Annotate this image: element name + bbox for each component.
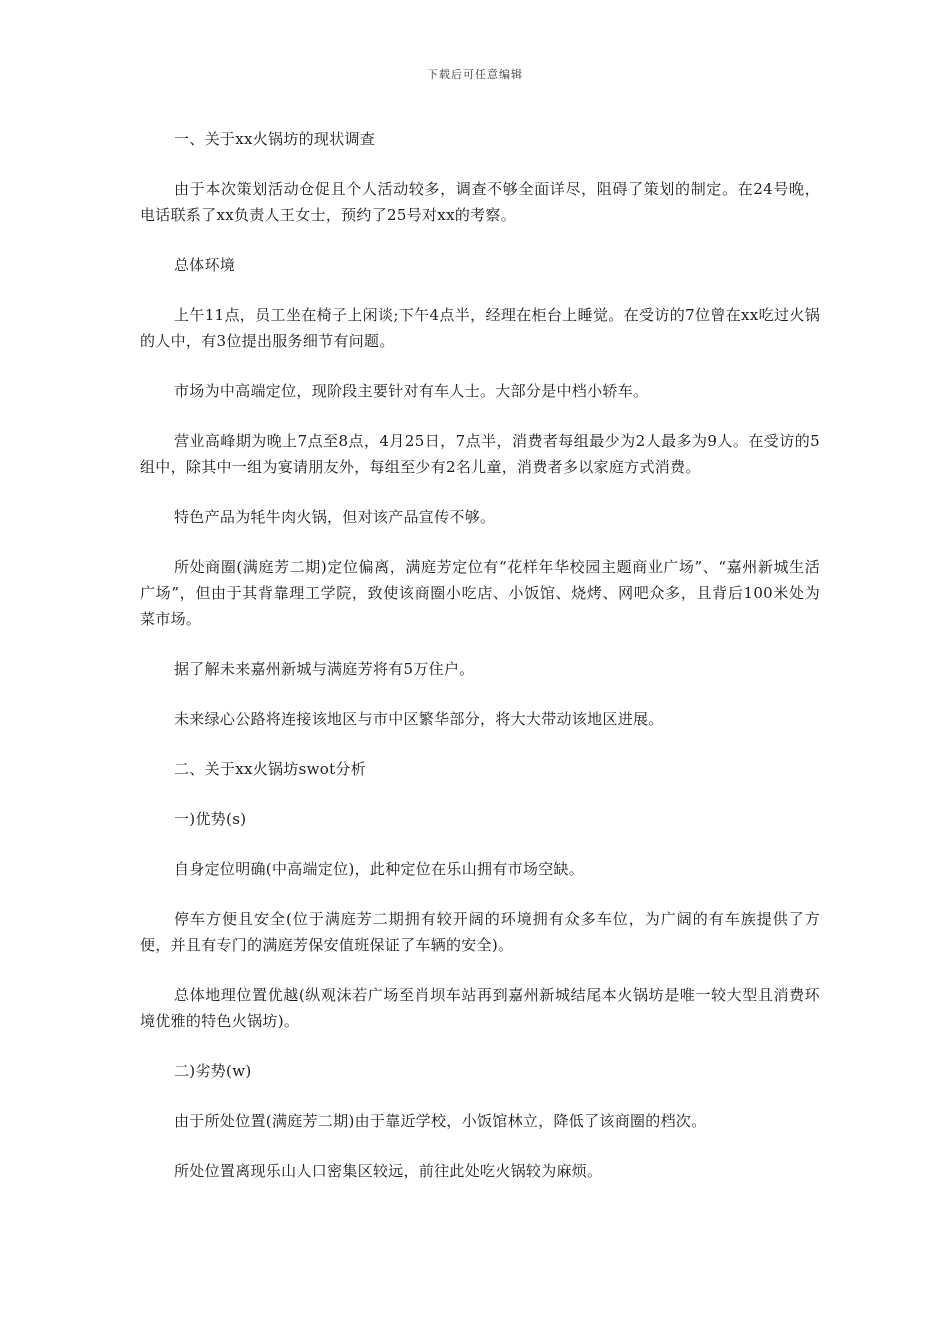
paragraph: 由于所处位置(满庭芳二期)由于靠近学校，小饭馆林立，降低了该商圈的档次。 (174, 1112, 707, 1130)
paragraph: 特色产品为牦牛肉火锅，但对该产品宣传不够。 (174, 508, 496, 526)
paragraph: 停车方便且安全(位于满庭芳二期拥有较开阔的环境拥有众多车位，为广阔的有车族提供了方便，并且有专门的满庭芳保安值班保证了车辆的安全)。 (140, 910, 820, 954)
paragraph: 自身定位明确(中高端定位)，此种定位在乐山拥有市场空缺。 (174, 860, 585, 878)
header-note: 下载后可任意编辑 (427, 68, 523, 81)
paragraph: 总体地理位置优越(纵观沫若广场至肖坝车站再到嘉州新城结尾本火锅坊是唯一较大型且消费环境优雅的特色火锅坊)。 (140, 986, 820, 1030)
paragraph: 市场为中高端定位，现阶段主要针对有车人士。大部分是中档小轿车。 (174, 382, 649, 400)
paragraph: 所处商圈(满庭芳二期)定位偏离，满庭芳定位有“花样年华校园主题商业广场”、“嘉州新城生活广场”，但由于其背靠理工学院，致使该商圈小吃店、小饭馆、烧烤、网吧众多，且背后100米处为菜市场。 (140, 558, 820, 628)
paragraph: 据了解未来嘉州新城与满庭芳将有5万住户。 (174, 660, 475, 678)
subheading-weaknesses: 二)劣势(w) (174, 1062, 252, 1080)
paragraph: 所处位置离现乐山人口密集区较远，前往此处吃火锅较为麻烦。 (174, 1162, 603, 1180)
section-heading-2: 二、关于xx火锅坊swot分析 (174, 760, 367, 778)
section-heading-1: 一、关于xx火锅坊的现状调查 (174, 130, 376, 148)
paragraph: 未来绿心公路将连接该地区与市中区繁华部分，将大大带动该地区进展。 (174, 710, 664, 728)
subheading: 总体环境 (174, 256, 236, 274)
subheading-strengths: 一)优势(s) (174, 810, 247, 828)
paragraph: 上午11点，员工坐在椅子上闲谈;下午4点半，经理在柜台上睡觉。在受访的7位曾在xx吃过火锅的人中，有3位提出服务细节有问题。 (140, 306, 820, 350)
paragraph: 营业高峰期为晚上7点至8点，4月25日，7点半，消费者每组最少为2人最多为9人。在受访的5组中，除其中一组为宴请朋友外，每组至少有2名儿童，消费者多以家庭方式消费。 (140, 432, 820, 476)
paragraph: 由于本次策划活动仓促且个人活动较多，调查不够全面详尽，阻碍了策划的制定。在24号晚，电话联系了xx负责人王女士，预约了25号对xx的考察。 (140, 180, 820, 224)
document-body (140, 126, 820, 1208)
